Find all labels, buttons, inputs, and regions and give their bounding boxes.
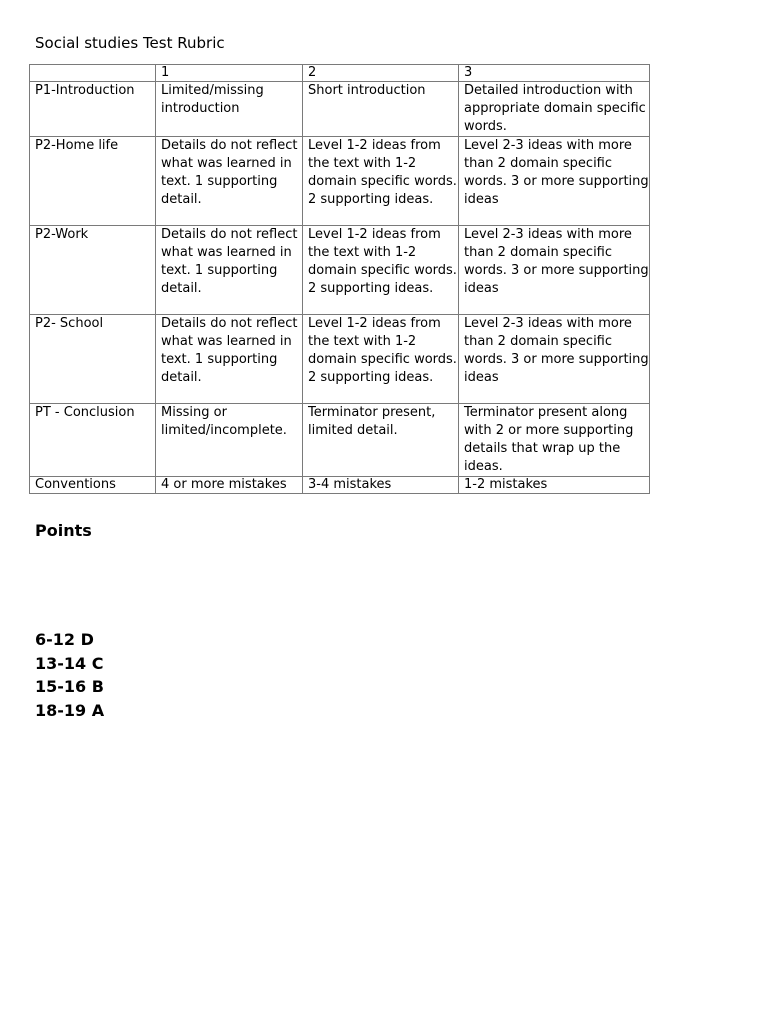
level-2-cell: Level 1-2 ideas from the text with 1-2 domain specific words. 2 supporting ideas. [303,226,459,315]
level-3-cell: Level 2-3 ideas with more than 2 domain specific words. 3 or more supporting ideas [459,226,650,315]
criterion-cell: P2- School [30,315,156,404]
level-3-cell: Detailed introduction with appropriate domain specific words. [459,82,650,137]
level-2-cell: Level 1-2 ideas from the text with 1-2 domain specific words. 2 supporting ideas. [303,137,459,226]
header-cell-level-2: 2 [303,65,459,82]
rubric-row-conventions [30,477,650,494]
rubric-table [29,64,650,494]
level-2-cell: 3-4 mistakes [303,477,459,494]
criterion-cell: PT - Conclusion [30,404,156,477]
rubric-row-conclusion [30,404,650,477]
grade-scale-list [35,628,104,722]
criterion-cell: P1-Introduction [30,82,156,137]
rubric-row-school [30,315,650,404]
level-2-cell: Short introduction [303,82,459,137]
criterion-cell: Conventions [30,477,156,494]
rubric-row-home-life [30,137,650,226]
level-3-cell: 1-2 mistakes [459,477,650,494]
level-1-cell: Details do not reflect what was learned in text. 1 supporting detail. [156,315,303,404]
level-1-cell: Missing or limited/incomplete. [156,404,303,477]
grade-scale-item: 18-19 A [35,700,105,720]
header-cell-level-1: 1 [156,65,303,82]
level-1-cell: Details do not reflect what was learned in text. 1 supporting detail. [156,226,303,315]
level-3-cell: Level 2-3 ideas with more than 2 domain specific words. 3 or more supporting ideas [459,137,650,226]
rubric-row-work [30,226,650,315]
points-heading: Points [35,521,92,540]
level-1-cell: Limited/missing introduction [156,82,303,137]
level-1-cell: Details do not reflect what was learned in text. 1 supporting detail. [156,137,303,226]
level-3-cell: Level 2-3 ideas with more than 2 domain specific words. 3 or more supporting ideas [459,315,650,404]
grade-scale-item: 15-16 B [35,677,104,696]
level-2-cell: Terminator present, limited detail. [303,404,459,477]
header-cell-criterion [30,65,156,82]
level-2-cell: Level 1-2 ideas from the text with 1-2 domain specific words. 2 supporting ideas. [303,315,459,404]
grade-scale-item: 6-12 D [35,630,94,649]
grade-scale-item: 13-14 C [35,653,104,673]
criterion-cell: P2-Home life [30,137,156,226]
header-cell-level-3: 3 [459,65,650,82]
document-title: Social studies Test Rubric [35,34,225,52]
criterion-cell: P2-Work [30,226,156,315]
rubric-row-introduction [30,82,650,137]
level-3-cell: Terminator present along with 2 or more supporting details that wrap up the ideas. [459,404,650,477]
level-1-cell: 4 or more mistakes [156,477,303,494]
rubric-header-row [30,65,650,82]
